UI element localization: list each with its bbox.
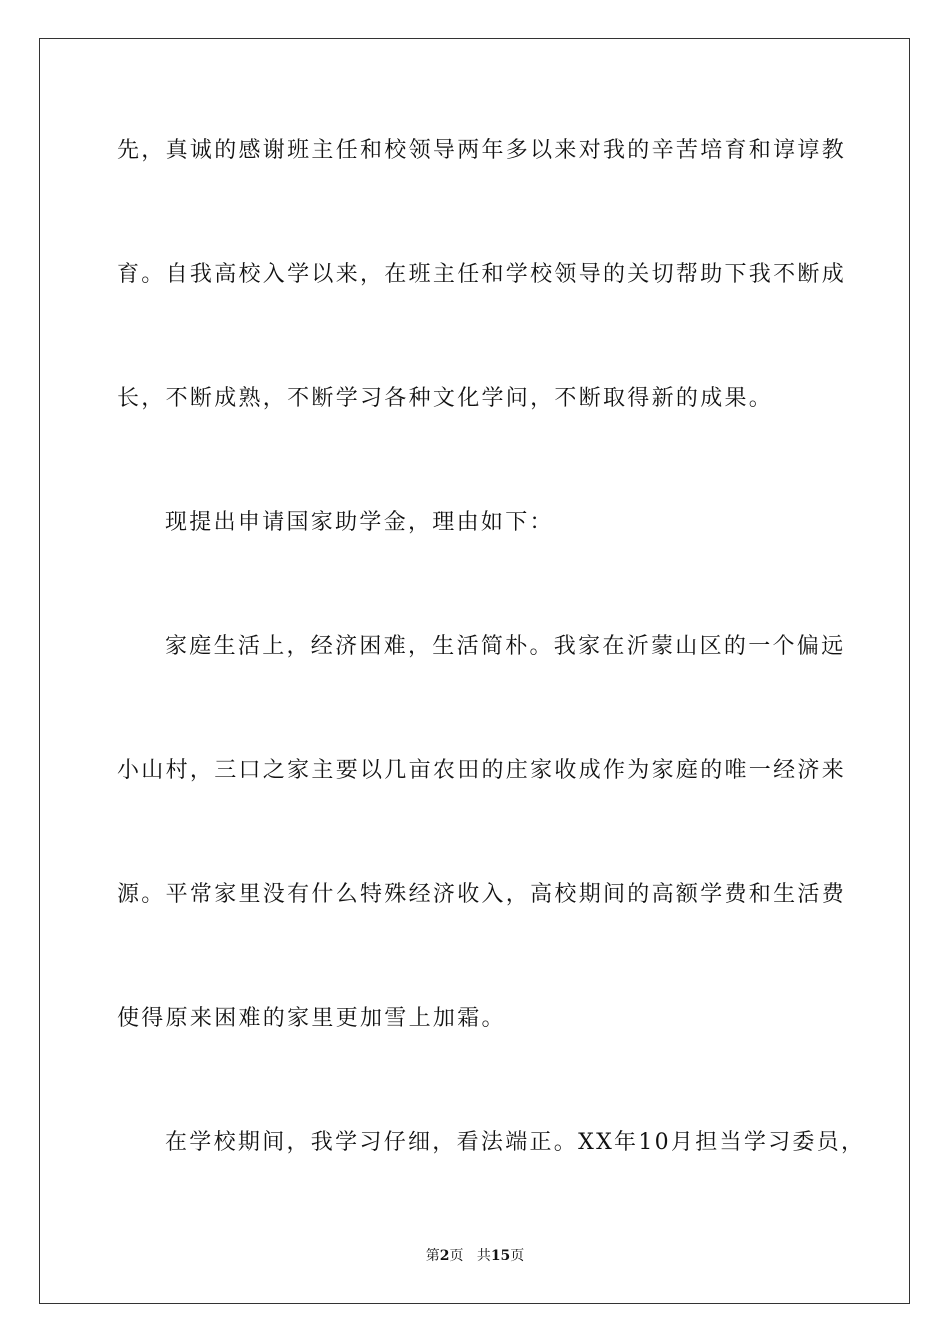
footer-page-number: 2 — [439, 1248, 450, 1264]
body-line-9: 在学校期间，我学习仔细，看法端正。XX年10月担当学习委员， — [165, 1130, 866, 1155]
footer-page-suffix: 页 — [449, 1248, 464, 1264]
body-line-1: 先，真诚的感谢班主任和校领导两年多以来对我的辛苦培育和谆谆教 — [117, 138, 847, 163]
body-line-2: 育。自我高校入学以来，在班主任和学校领导的关切帮助下我不断成 — [117, 262, 847, 287]
body-line-3: 长，不断成熟，不断学习各种文化学问，不断取得新的成果。 — [117, 386, 774, 411]
body-line-8: 使得原来困难的家里更加雪上加霜。 — [117, 1006, 506, 1031]
footer-page-prefix: 第 — [425, 1248, 440, 1264]
body-line-5: 家庭生活上，经济困难，生活简朴。我家在沂蒙山区的一个偏远 — [165, 634, 846, 659]
body-line-7: 源。平常家里没有什么特殊经济收入，高校期间的高额学费和生活费 — [117, 882, 847, 907]
paragraph-intro: 现提出申请国家助学金，理由如下： — [165, 510, 554, 535]
body-line-6: 小山村，三口之家主要以几亩农田的庄家收成作为家庭的唯一经济来 — [117, 758, 847, 783]
footer-total-pages: 15 — [490, 1248, 511, 1264]
page-border — [39, 38, 910, 1304]
footer-total-suffix: 页 — [510, 1248, 525, 1264]
page-footer — [0, 1246, 950, 1266]
footer-total-prefix: 共 — [476, 1248, 491, 1264]
